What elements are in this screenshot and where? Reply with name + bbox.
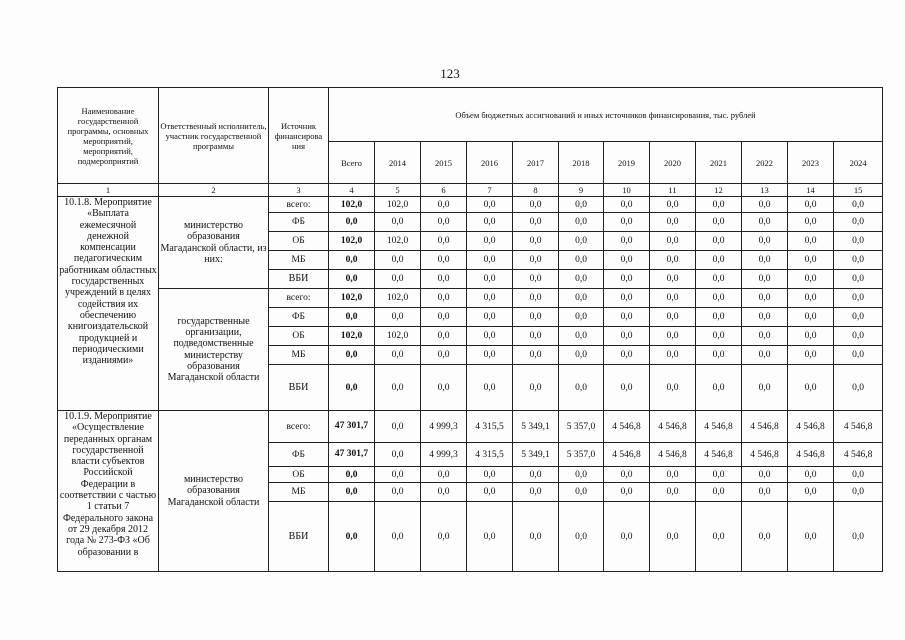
year-value: 0,0 (467, 467, 513, 483)
year-value: 4 315,5 (467, 411, 513, 443)
year-value: 0,0 (834, 289, 883, 308)
year-value: 4 546,8 (604, 411, 650, 443)
header-year: 2018 (559, 142, 604, 184)
year-value: 0,0 (421, 289, 467, 308)
header-year: 2017 (513, 142, 559, 184)
year-value: 0,0 (604, 467, 650, 483)
responsible-executor: министерство образования Магаданской области, из них: (159, 197, 269, 289)
year-value: 0,0 (788, 232, 834, 251)
year-value: 0,0 (834, 197, 883, 213)
table-row (58, 289, 883, 308)
year-value: 0,0 (696, 197, 742, 213)
year-value: 0,0 (559, 365, 604, 411)
year-value: 5 357,0 (559, 443, 604, 467)
year-value: 0,0 (375, 251, 421, 270)
year-value: 0,0 (650, 232, 696, 251)
total-value: 47 301,7 (329, 411, 375, 443)
column-number: 4 (329, 184, 375, 197)
total-value: 0,0 (329, 346, 375, 365)
year-value: 0,0 (467, 346, 513, 365)
column-number: 9 (559, 184, 604, 197)
year-value: 0,0 (604, 197, 650, 213)
year-value: 0,0 (513, 289, 559, 308)
header-volume: Объем бюджетных ассигнований и иных источников финансирования, тыс. рублей (329, 88, 883, 142)
year-value: 0,0 (421, 365, 467, 411)
year-value: 4 546,8 (742, 443, 788, 467)
year-value: 0,0 (696, 213, 742, 232)
responsible-executor: государственные организации, подведомственные министерству образования Магаданской области (159, 289, 269, 411)
year-value: 0,0 (742, 213, 788, 232)
year-value: 0,0 (650, 365, 696, 411)
funding-source: всего: (269, 197, 329, 213)
year-value: 0,0 (467, 197, 513, 213)
year-value: 0,0 (650, 346, 696, 365)
total-value: 0,0 (329, 308, 375, 327)
year-value: 0,0 (467, 213, 513, 232)
funding-source: ВБИ (269, 270, 329, 289)
year-value: 0,0 (467, 483, 513, 502)
year-value: 0,0 (604, 232, 650, 251)
year-value: 0,0 (834, 232, 883, 251)
year-value: 0,0 (421, 270, 467, 289)
header-year: 2019 (604, 142, 650, 184)
year-value: 4 546,8 (788, 443, 834, 467)
year-value: 0,0 (375, 502, 421, 572)
year-value: 0,0 (742, 502, 788, 572)
year-value: 0,0 (375, 467, 421, 483)
header-total: Всего (329, 142, 375, 184)
year-value: 0,0 (604, 346, 650, 365)
funding-source: всего: (269, 289, 329, 308)
year-value: 0,0 (467, 251, 513, 270)
year-value: 0,0 (788, 365, 834, 411)
year-value: 0,0 (375, 365, 421, 411)
year-value: 0,0 (513, 197, 559, 213)
column-number: 15 (834, 184, 883, 197)
year-value: 0,0 (788, 251, 834, 270)
year-value: 0,0 (467, 232, 513, 251)
year-value: 0,0 (375, 443, 421, 467)
year-value: 0,0 (421, 213, 467, 232)
year-value: 0,0 (467, 270, 513, 289)
year-value: 0,0 (559, 483, 604, 502)
year-value: 102,0 (375, 232, 421, 251)
year-value: 0,0 (742, 251, 788, 270)
year-value: 0,0 (513, 213, 559, 232)
header-year: 2021 (696, 142, 742, 184)
year-value: 0,0 (467, 308, 513, 327)
year-value: 0,0 (421, 327, 467, 346)
table-row (58, 197, 883, 213)
year-value: 0,0 (650, 308, 696, 327)
year-value: 0,0 (513, 365, 559, 411)
year-value: 0,0 (788, 467, 834, 483)
header-source: Источник финансирова ния (269, 88, 329, 184)
funding-source: МБ (269, 483, 329, 502)
year-value: 0,0 (559, 327, 604, 346)
column-number: 14 (788, 184, 834, 197)
total-value: 102,0 (329, 289, 375, 308)
year-value: 0,0 (604, 270, 650, 289)
year-value: 0,0 (696, 467, 742, 483)
year-value: 0,0 (834, 502, 883, 572)
funding-source: МБ (269, 251, 329, 270)
event-name: 10.1.9. Мероприятие «Осуществление переданных органам государственной власти субъектов Российской Федерации в соответствии с частью 1 статьи 7 Федерального закона от 29 декабря 2012 года № 273-ФЗ «Об образовании в (58, 411, 159, 572)
funding-source: ВБИ (269, 365, 329, 411)
year-value: 0,0 (604, 365, 650, 411)
column-number: 5 (375, 184, 421, 197)
year-value: 0,0 (604, 289, 650, 308)
year-value: 0,0 (742, 289, 788, 308)
year-value: 0,0 (742, 308, 788, 327)
year-value: 4 546,8 (834, 411, 883, 443)
year-value: 0,0 (421, 346, 467, 365)
year-value: 0,0 (467, 327, 513, 346)
total-value: 0,0 (329, 213, 375, 232)
year-value: 0,0 (788, 327, 834, 346)
total-value: 47 301,7 (329, 443, 375, 467)
year-value: 0,0 (650, 270, 696, 289)
funding-source: ВБИ (269, 502, 329, 572)
year-value: 0,0 (788, 213, 834, 232)
year-value: 0,0 (421, 251, 467, 270)
column-number: 8 (513, 184, 559, 197)
year-value: 0,0 (696, 251, 742, 270)
year-value: 0,0 (834, 483, 883, 502)
year-value: 0,0 (559, 270, 604, 289)
year-value: 0,0 (421, 467, 467, 483)
year-value: 0,0 (650, 197, 696, 213)
year-value: 0,0 (650, 251, 696, 270)
year-value: 5 349,1 (513, 443, 559, 467)
year-value: 0,0 (604, 502, 650, 572)
total-value: 0,0 (329, 467, 375, 483)
funding-source: ОБ (269, 467, 329, 483)
year-value: 0,0 (834, 327, 883, 346)
total-value: 0,0 (329, 502, 375, 572)
year-value: 0,0 (696, 346, 742, 365)
column-number: 12 (696, 184, 742, 197)
year-value: 0,0 (513, 467, 559, 483)
year-value: 102,0 (375, 197, 421, 213)
year-value: 0,0 (375, 411, 421, 443)
year-value: 102,0 (375, 327, 421, 346)
year-value: 102,0 (375, 289, 421, 308)
year-value: 0,0 (788, 289, 834, 308)
year-value: 0,0 (513, 270, 559, 289)
funding-source: ОБ (269, 232, 329, 251)
year-value: 0,0 (604, 213, 650, 232)
header-year: 2016 (467, 142, 513, 184)
column-number: 6 (421, 184, 467, 197)
header-year: 2014 (375, 142, 421, 184)
year-value: 0,0 (696, 327, 742, 346)
year-value: 0,0 (559, 467, 604, 483)
column-number: 2 (159, 184, 269, 197)
year-value: 0,0 (467, 289, 513, 308)
total-value: 0,0 (329, 365, 375, 411)
year-value: 0,0 (696, 308, 742, 327)
year-value: 4 546,8 (834, 443, 883, 467)
year-value: 0,0 (834, 213, 883, 232)
responsible-executor: министерство образования Магаданской области (159, 411, 269, 572)
year-value: 0,0 (742, 467, 788, 483)
year-value: 0,0 (650, 327, 696, 346)
year-value: 4 546,8 (696, 411, 742, 443)
year-value: 0,0 (421, 308, 467, 327)
page-number: 123 (440, 66, 460, 81)
year-value: 0,0 (696, 270, 742, 289)
column-number: 13 (742, 184, 788, 197)
funding-source: ОБ (269, 327, 329, 346)
year-value: 0,0 (788, 197, 834, 213)
year-value: 0,0 (375, 483, 421, 502)
year-value: 0,0 (696, 483, 742, 502)
year-value: 0,0 (834, 467, 883, 483)
year-value: 0,0 (513, 308, 559, 327)
year-value: 0,0 (650, 483, 696, 502)
year-value: 0,0 (742, 270, 788, 289)
header-year: 2015 (421, 142, 467, 184)
year-value: 4 546,8 (650, 443, 696, 467)
year-value: 0,0 (604, 251, 650, 270)
column-number: 1 (58, 184, 159, 197)
year-value: 0,0 (421, 197, 467, 213)
year-value: 0,0 (604, 308, 650, 327)
year-value: 0,0 (834, 346, 883, 365)
year-value: 5 357,0 (559, 411, 604, 443)
year-value: 0,0 (513, 327, 559, 346)
year-value: 0,0 (375, 346, 421, 365)
year-value: 0,0 (696, 365, 742, 411)
year-value: 4 999,3 (421, 411, 467, 443)
year-value: 4 315,5 (467, 443, 513, 467)
year-value: 4 546,8 (696, 443, 742, 467)
year-value: 0,0 (834, 251, 883, 270)
year-value: 0,0 (742, 197, 788, 213)
year-value: 0,0 (788, 483, 834, 502)
year-value: 0,0 (742, 365, 788, 411)
year-value: 0,0 (421, 483, 467, 502)
year-value: 0,0 (742, 483, 788, 502)
year-value: 0,0 (696, 232, 742, 251)
year-value: 0,0 (513, 483, 559, 502)
total-value: 102,0 (329, 197, 375, 213)
event-name: 10.1.8. Мероприятие «Выплата ежемесячной денежной компенсации педагогическим работникам областных государственных учреждений в целях содействия их обеспечению книгоиздательской продукцией и периодическими изданиями» (58, 197, 159, 411)
year-value: 0,0 (467, 502, 513, 572)
year-value: 0,0 (559, 308, 604, 327)
year-value: 0,0 (559, 197, 604, 213)
year-value: 0,0 (788, 502, 834, 572)
year-value: 0,0 (559, 289, 604, 308)
year-value: 0,0 (513, 502, 559, 572)
year-value: 0,0 (742, 346, 788, 365)
total-value: 102,0 (329, 232, 375, 251)
funding-source: МБ (269, 346, 329, 365)
year-value: 0,0 (421, 502, 467, 572)
year-value: 0,0 (559, 346, 604, 365)
year-value: 0,0 (604, 327, 650, 346)
funding-source: ФБ (269, 213, 329, 232)
header-year: 2022 (742, 142, 788, 184)
year-value: 0,0 (650, 467, 696, 483)
total-value: 102,0 (329, 327, 375, 346)
total-value: 0,0 (329, 483, 375, 502)
year-value: 0,0 (696, 502, 742, 572)
total-value: 0,0 (329, 270, 375, 289)
year-value: 0,0 (742, 232, 788, 251)
year-value: 4 999,3 (421, 443, 467, 467)
header-year: 2024 (834, 142, 883, 184)
year-value: 5 349,1 (513, 411, 559, 443)
year-value: 4 546,8 (788, 411, 834, 443)
funding-source: ФБ (269, 308, 329, 327)
column-number: 7 (467, 184, 513, 197)
year-value: 0,0 (421, 232, 467, 251)
year-value: 0,0 (834, 270, 883, 289)
year-value: 0,0 (559, 251, 604, 270)
year-value: 0,0 (467, 365, 513, 411)
year-value: 4 546,8 (650, 411, 696, 443)
year-value: 0,0 (788, 270, 834, 289)
year-value: 0,0 (375, 308, 421, 327)
header-responsible: Ответственный исполнитель, участник государственной программы (159, 88, 269, 184)
funding-source: ФБ (269, 443, 329, 467)
year-value: 0,0 (375, 270, 421, 289)
header-year: 2020 (650, 142, 696, 184)
funding-source: всего: (269, 411, 329, 443)
year-value: 4 546,8 (604, 443, 650, 467)
year-value: 0,0 (375, 213, 421, 232)
header-name: Наименование государственной программы, основных мероприятий, мероприятий, подмероприятий (58, 88, 159, 184)
year-value: 0,0 (834, 365, 883, 411)
year-value: 0,0 (559, 232, 604, 251)
year-value: 0,0 (650, 213, 696, 232)
year-value: 0,0 (834, 308, 883, 327)
year-value: 0,0 (696, 289, 742, 308)
year-value: 0,0 (604, 483, 650, 502)
year-value: 0,0 (559, 213, 604, 232)
column-number: 10 (604, 184, 650, 197)
year-value: 0,0 (513, 346, 559, 365)
budget-table (57, 87, 883, 572)
table-row (58, 411, 883, 443)
year-value: 0,0 (559, 502, 604, 572)
year-value: 0,0 (788, 308, 834, 327)
header-year: 2023 (788, 142, 834, 184)
year-value: 0,0 (742, 327, 788, 346)
year-value: 0,0 (650, 289, 696, 308)
year-value: 0,0 (788, 346, 834, 365)
total-value: 0,0 (329, 251, 375, 270)
year-value: 0,0 (513, 251, 559, 270)
column-number: 3 (269, 184, 329, 197)
column-number: 11 (650, 184, 696, 197)
year-value: 0,0 (650, 502, 696, 572)
year-value: 0,0 (513, 232, 559, 251)
year-value: 4 546,8 (742, 411, 788, 443)
